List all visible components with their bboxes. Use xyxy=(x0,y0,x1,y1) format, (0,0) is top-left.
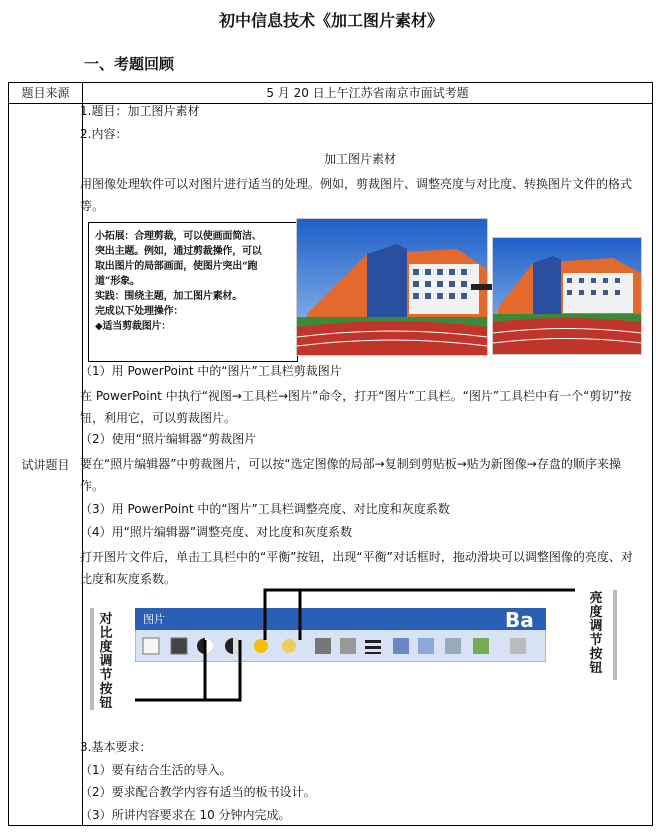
step-4-desc: 打开图片文件后，单击工具栏中的“平衡”按钮，出现“平衡”对话框时，拖动滑块可以调整图像的亮度、对比度和灰度系数。 xyxy=(80,550,633,586)
step-2: （2）使用“照片编辑器”剪裁图片 xyxy=(80,432,257,446)
box-line: ◆适当剪裁图片： xyxy=(95,321,172,332)
requirement-1: （1）要有结合生活的导入。 xyxy=(80,763,232,777)
content-heading: 加工图片素材 xyxy=(323,152,396,166)
requirement-3: （3）所讲内容要求在 10 分钟内完成。 xyxy=(80,808,291,822)
box-line: 小拓展：合理剪裁，可以使画面简洁、 xyxy=(95,231,262,242)
box-line: 突出主题。例如，通过剪裁操作，可以 xyxy=(95,246,262,257)
toolbar-corner-text: Ba xyxy=(505,608,534,632)
item-content-label: 2.内容： xyxy=(80,127,128,141)
contrast-button-label: 对比度调节按钮 xyxy=(99,612,113,711)
box-line: 实践：围绕主题，加工图片素材。 xyxy=(95,291,242,302)
brightness-button-label: 亮度调节按钮 xyxy=(589,591,603,676)
step-4: （4）用“照片编辑器”调整亮度、对比度和灰度系数 xyxy=(80,525,353,539)
step-3: （3）用 PowerPoint 中的“图片”工具栏调整亮度、对比度和灰度系数 xyxy=(80,502,450,516)
item-title: 1.题目：加工图片素材 xyxy=(80,104,200,118)
document-title: 初中信息技术《加工图片素材》 xyxy=(218,11,443,30)
requirement-2: （2）要求配合教学内容有适当的板书设计。 xyxy=(80,785,316,799)
topic-label-text: 试讲题目 xyxy=(21,457,70,472)
step-1: （1）用 PowerPoint 中的“图片”工具栏剪裁图片 xyxy=(80,364,342,378)
step-2-desc: 要在“照片编辑器”中剪裁图片，可以按“选定图像的局部→复制到剪贴板→贴为新图像→存盘的顺序来操作。 xyxy=(80,457,621,493)
source-label: 题目来源 xyxy=(21,86,70,100)
box-line: 取出图片的局部画面，使图片突出“跑 xyxy=(95,261,258,272)
toolbar-title: 图片 xyxy=(143,613,165,626)
requirements-heading: 3.基本要求： xyxy=(80,740,152,754)
section-heading: 一、考题回顾 xyxy=(84,55,175,73)
box-line: 道”形象。 xyxy=(95,276,140,287)
step-1-desc: 在 PowerPoint 中执行“视图→工具栏→图片”命令，打开“图片”工具栏。“图片”工具栏中有一个“剪切”按钮，利用它，可以剪裁图片。 xyxy=(80,389,632,425)
source-value: 5 月 20 日上午江苏省南京市面试考题 xyxy=(266,86,469,100)
content-intro: 用图像处理软件可以对图片进行适当的处理。例如，剪裁图片、调整亮度与对比度、转换图片文件的格式等。 xyxy=(80,177,633,213)
box-line: 完成以下处理操作： xyxy=(95,306,184,317)
